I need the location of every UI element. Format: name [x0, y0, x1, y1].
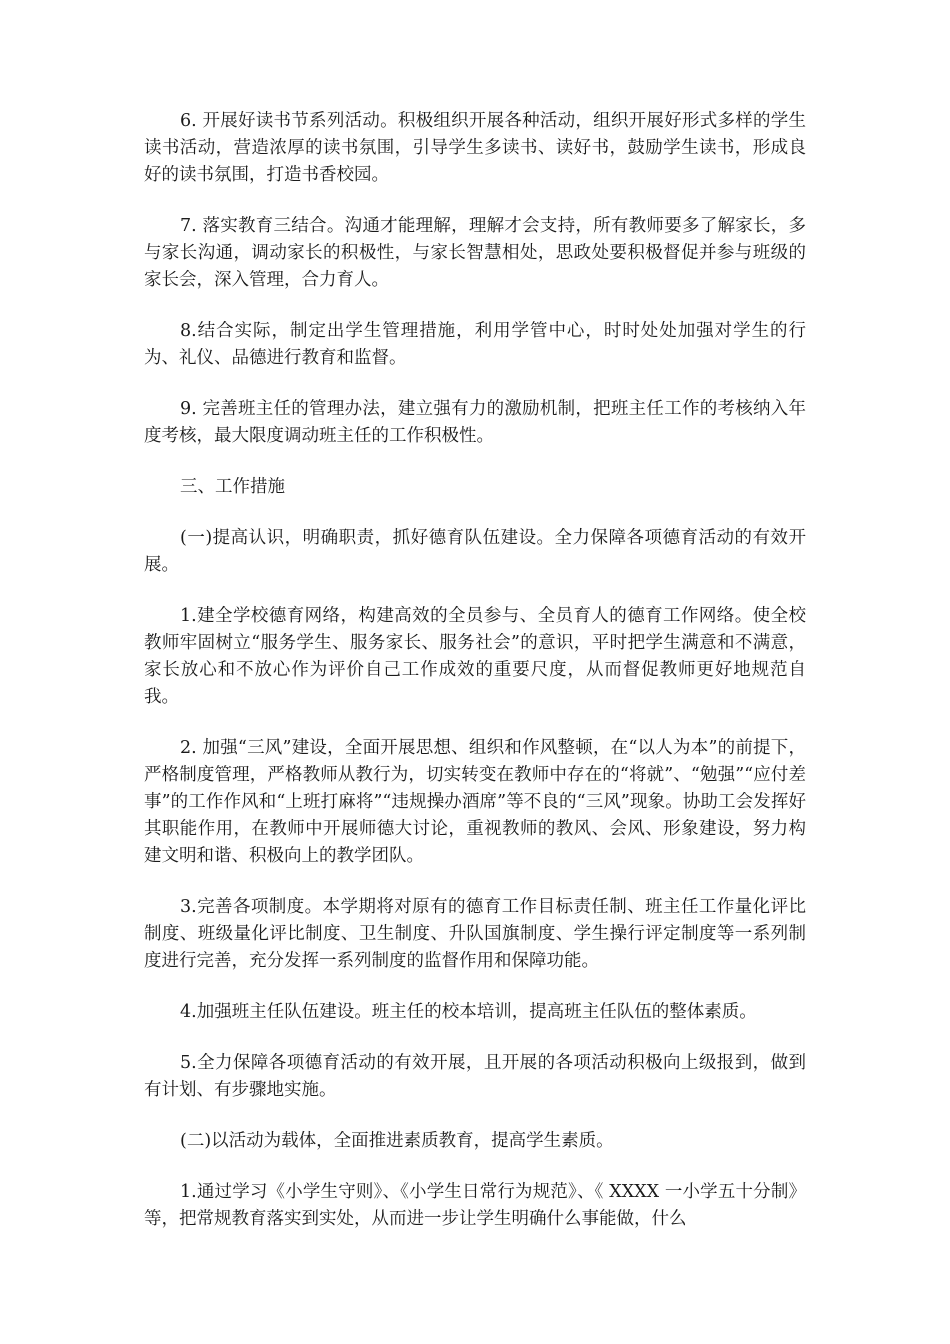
paragraph-moral-network: 1.建全学校德育网络，构建高效的全员参与、全员育人的德育工作网络。使全校教师牢固树立“服务学生、服务家长、服务社会”的意识，平时把学生满意和不满意，家长放心和不放心作为评价自己工作成效的重要尺度，从而督促教师更好地规范自我。	[144, 606, 806, 707]
paragraph-head-teacher-team: 4.加强班主任队伍建设。班主任的校本培训，提高班主任队伍的整体素质。	[180, 1002, 757, 1022]
document-page	[144, 108, 806, 1257]
paragraph-three-combination-education: 7. 落实教育三结合。沟通才能理解，理解才会支持，所有教师要多了解家长，多与家长沟通，调动家长的积极性，与家长智慧相处，思政处要积极督促并参与班级的家长会，深入管理，合力育人。	[144, 216, 806, 290]
subsection-heading-2: (二)以活动为载体，全面推进素质教育，提高学生素质。	[180, 1131, 614, 1151]
paragraph-head-teacher-management: 9. 完善班主任的管理办法，建立强有力的激励机制，把班主任工作的考核纳入年度考核，最大限度调动班主任的工作积极性。	[144, 399, 806, 446]
section-heading-work-measures: 三、工作措施	[180, 477, 285, 497]
paragraph-systems: 3.完善各项制度。本学期将对原有的德育工作目标责任制、班主任工作量化评比制度、班级量化评比制度、卫生制度、升队国旗制度、学生操行评定制度等一系列制度进行完善，充分发挥一系列制度的监督作用和保障功能。	[144, 897, 806, 971]
paragraph-rules-study: 1.通过学习《小学生守则》、《小学生日常行为规范》、《 XXXX 一小学五十分制》等，把常规教育落实到实处，从而进一步让学生明确什么事能做，什么	[144, 1182, 806, 1229]
paragraph-reading-festival: 6. 开展好读书节系列活动。积极组织开展各种活动，组织开展好形式多样的学生读书活动，营造浓厚的读书氛围，引导学生多读书、读好书，鼓励学生读书，形成良好的读书氛围，打造书香校园。	[144, 111, 806, 185]
paragraph-three-styles: 2. 加强“三风”建设，全面开展思想、组织和作风整顿，在“以人为本”的前提下，严格制度管理，严格教师从教行为，切实转变在教师中存在的“将就”、“勉强”“应付差事”的工作作风和“上班打麻将”“违规操办酒席”等不良的“三风”现象。协助工会发挥好其职能作用，在教师中开展师德大讨论，重视教师的教风、会风、形象建设，努力构建文明和谐、积极向上的教学团队。	[144, 738, 806, 866]
paragraph-activities-guarantee: 5.全力保障各项德育活动的有效开展，且开展的各项活动积极向上级报到，做到有计划、有步骤地实施。	[144, 1053, 806, 1100]
subsection-heading-1: (一)提高认识，明确职责，抓好德育队伍建设。全力保障各项德育活动的有效开展。	[144, 528, 806, 575]
paragraph-student-management: 8.结合实际，制定出学生管理措施，利用学管中心，时时处处加强对学生的行为、礼仪、品德进行教育和监督。	[144, 321, 806, 368]
